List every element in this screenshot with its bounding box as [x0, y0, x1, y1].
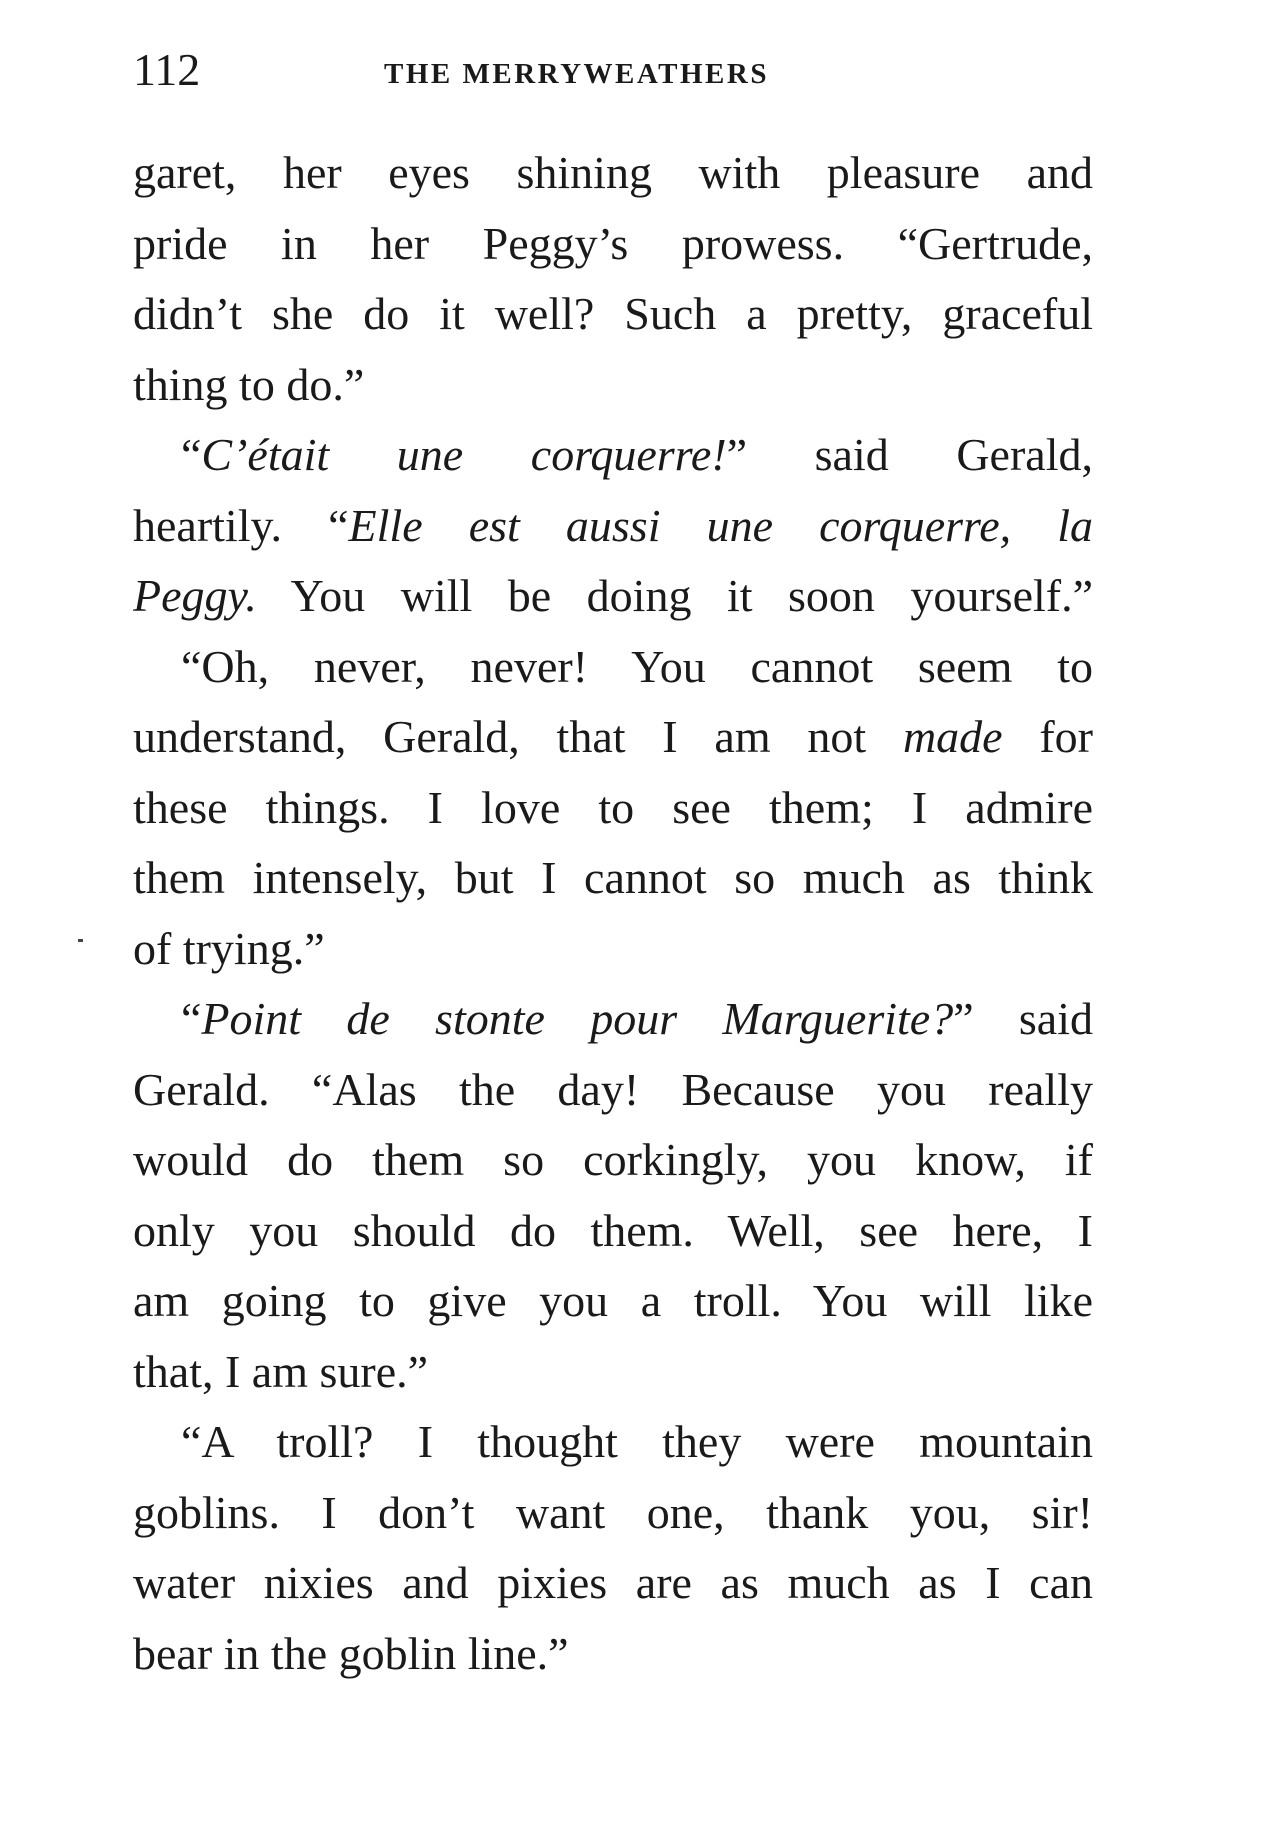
body-text [133, 138, 1093, 1689]
text-line: these things. I love to see them; I admire [133, 781, 1093, 833]
text-line: Gerald. “Alas the day! Because you really [133, 1063, 1093, 1115]
text-line: garet, her eyes shining with pleasure and [133, 147, 1093, 198]
text-line: only you should do them. Well, see here, I [133, 1204, 1093, 1256]
text-line: didn’t she do it well? Such a pretty, graceful [133, 288, 1093, 339]
running-head [133, 40, 1093, 100]
text-line: would do them so corkingly, you know, if [133, 1134, 1093, 1185]
text-line: “Point de stonte pour Marguerite?” said [181, 993, 1093, 1044]
text-line: water nixies and pixies are as much as I can [133, 1557, 1093, 1608]
text-line: understand, Gerald, that I am not made for [133, 711, 1093, 762]
text-line: them intensely, but I cannot so much as think [133, 852, 1093, 903]
text-line: Peggy. You will be doing it soon yourself.” [133, 570, 1093, 621]
text-line: thing to do.” [133, 358, 365, 410]
text-line: goblins. I don’t want one, thank you, sir! [133, 1486, 1093, 1538]
text-line: bear in the goblin line.” [133, 1627, 569, 1679]
running-title: THE MERRYWEATHERS [384, 58, 769, 90]
margin-mark [78, 939, 83, 942]
text-line: of trying.” [133, 922, 325, 974]
text-line: pride in her Peggy’s prowess. “Gertrude, [133, 217, 1093, 269]
text-line: “C’était une corquerre!” said Gerald, [181, 429, 1093, 480]
text-line: am going to give you a troll. You will like [133, 1275, 1093, 1326]
page-number: 112 [133, 44, 201, 95]
text-line: heartily. “Elle est aussi une corquerre, la [133, 499, 1093, 551]
text-line: “A troll? I thought they were mountain [181, 1416, 1093, 1467]
text-line: “Oh, never, never! You cannot seem to [181, 640, 1093, 692]
text-line: that, I am sure.” [133, 1345, 429, 1397]
